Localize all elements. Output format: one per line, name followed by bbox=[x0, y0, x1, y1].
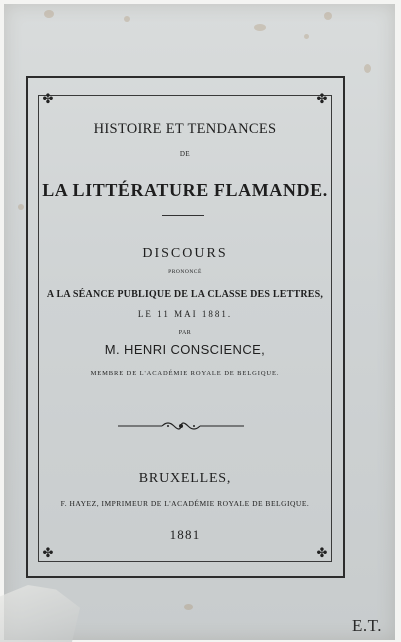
author-name: M. HENRI CONSCIENCE, bbox=[104, 342, 266, 357]
author-affiliation: MEMBRE DE L'ACADÉMIE ROYALE DE BELGIQUE. bbox=[90, 370, 280, 377]
ornate-corner-icon: ✤ bbox=[42, 92, 54, 107]
ornate-corner-icon: ✤ bbox=[42, 546, 54, 561]
prononce-label: PRONONCÉ bbox=[168, 269, 202, 275]
ornate-corner-icon: ✤ bbox=[316, 92, 328, 107]
title-divider bbox=[162, 215, 204, 216]
ornamental-rule-icon bbox=[118, 419, 244, 433]
par-label: PAR bbox=[178, 330, 192, 336]
city: BRUXELLES, bbox=[138, 471, 232, 486]
discours-heading: DISCOURS bbox=[142, 246, 228, 261]
main-title: LA LITTÉRATURE FLAMANDE. bbox=[42, 180, 328, 200]
title-line-1: HISTOIRE ET TENDANCES bbox=[93, 121, 277, 137]
publication-year: 1881 bbox=[169, 527, 201, 542]
ornate-corner-icon: ✤ bbox=[316, 546, 328, 561]
printer-line: F. HAYEZ, IMPRIMEUR DE L'ACADÉMIE ROYALE DE BELGIQUE. bbox=[60, 499, 310, 508]
title-line-2: DE bbox=[179, 150, 191, 158]
watermark: E.T. bbox=[352, 616, 383, 635]
seance-line: A LA SÉANCE PUBLIQUE DE LA CLASSE DES LETTRES, bbox=[46, 289, 324, 300]
date-line: LE 11 MAI 1881. bbox=[137, 309, 233, 319]
inner-frame bbox=[38, 95, 332, 562]
